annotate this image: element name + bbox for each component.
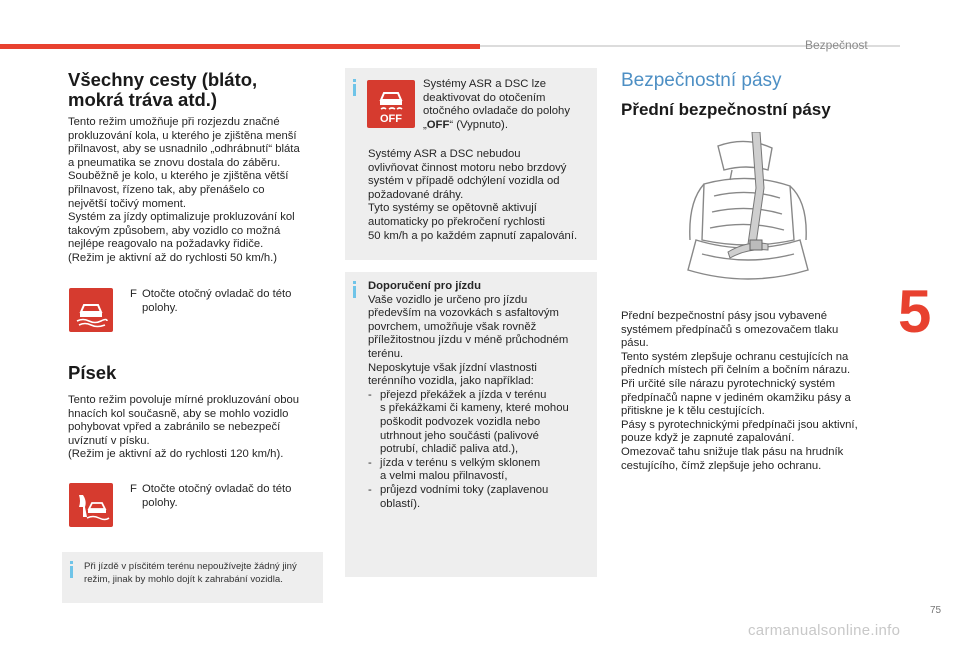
- text-line: utrhnout jeho součásti (palivové: [380, 429, 539, 442]
- text-line: přejezd překážek a jízda v terénu: [380, 388, 547, 401]
- text-line: Systémy ASR a DSC nebudou: [368, 148, 521, 160]
- text-line: Souběžně je kolo, u kterého je zjištěna větší: [68, 170, 289, 183]
- list-item-text: [380, 457, 594, 484]
- list-dash: -: [368, 483, 372, 496]
- text-line: terénního vozidla, jako například:: [368, 375, 534, 388]
- instruction-text: [142, 288, 320, 315]
- asr-dsc-box: [345, 68, 597, 260]
- info-icon: [70, 566, 73, 578]
- esp-off-icon: [367, 80, 415, 128]
- text-line: předpínačů napne v jediném okamžiku pásy a: [621, 391, 851, 404]
- page-number: 75: [930, 605, 942, 616]
- text-line: cestujícího, čímž zlepšuje jeho ochranu.: [621, 459, 822, 472]
- asr-dsc-description: [368, 148, 596, 243]
- sand-note-box: [62, 552, 323, 603]
- off-keyword: OFF: [426, 118, 450, 131]
- seat-belt-illustration: [668, 132, 828, 292]
- list-item: [368, 389, 594, 457]
- instruction-row: [130, 288, 320, 315]
- text-line: poškodit podvozek vozidla nebo: [380, 415, 541, 428]
- text-line: (Režim je aktivní až do rychlosti 120 km/h).: [68, 448, 284, 461]
- text-line: pouze když je zapnuté zapalování.: [621, 432, 795, 445]
- all-terrain-description: [68, 116, 328, 266]
- text-line: Otočte otočný ovladač do této: [142, 288, 292, 300]
- all-terrain-title-line1: Všechny cesty (bláto,: [68, 69, 258, 90]
- text-line: přilnavost, aby se usnadnilo „odhrábnutí“ bláta: [68, 143, 300, 156]
- quote-open: „: [423, 118, 427, 131]
- text-line: nejlépe reagovalo na požadavky řidiče.: [68, 238, 264, 251]
- text-line: Tento systém zlepšuje ochranu cestujících na: [621, 350, 849, 363]
- text-line: takovým způsobem, aby vozidlo co možná: [68, 224, 281, 237]
- text-line: terénu.: [368, 347, 404, 360]
- all-terrain-title: [68, 70, 257, 110]
- text-line: 50 km/h a po každém zapnutí zapalování.: [368, 229, 578, 242]
- list-item: [368, 457, 594, 484]
- text-line: s překážkami či kameny, které mohou: [380, 402, 569, 415]
- text-line: požadované dráhy.: [368, 188, 464, 201]
- list-item: [368, 484, 594, 511]
- text-line: hnacích kol současně, aby se mohlo vozidlo: [68, 407, 289, 420]
- text-line: povrchem, umožňuje však rovněž: [368, 320, 537, 333]
- driving-recommendation-text: [368, 280, 594, 511]
- instruction-row: [130, 483, 320, 510]
- off-label: OFF: [380, 113, 402, 125]
- text-line: prokluzování kola, u kterého je zjištěna menší: [68, 129, 297, 142]
- text-line: a pneumatika se znovu dostala do záběru.: [68, 156, 281, 169]
- text-line: [423, 119, 593, 133]
- text-line: Pásy s pyrotechnickými předpínači jsou aktivní,: [621, 418, 858, 431]
- text-line: Systém za jízdy optimalizuje prokluzování kol: [68, 211, 295, 224]
- list-item-text: [380, 389, 594, 457]
- text-line: předních místech při čelním a bočním nárazu.: [621, 364, 851, 377]
- text-line: jízda v terénu s velkým sklonem: [380, 456, 541, 469]
- driving-recommendation-box: [345, 272, 597, 577]
- text-line: příležitostnou jízdu v méně průchodném: [368, 334, 569, 347]
- sand-title: Písek: [68, 362, 117, 383]
- list-dash: -: [368, 388, 372, 401]
- watermark: carmanualsonline.info: [748, 622, 901, 639]
- text-line: ovlivňovat činnost motoru nebo brzdový: [368, 161, 567, 174]
- all-terrain-instruction: [130, 288, 320, 315]
- text-line: Otočte otočný ovladač do této: [142, 483, 292, 495]
- sand-note-text: [84, 560, 297, 586]
- text-line: oblastí).: [380, 497, 421, 510]
- text-tail: “ (Vypnuto).: [449, 118, 508, 131]
- bullet-marker: F: [130, 288, 137, 300]
- recommendation-title: Doporučení pro jízdu: [368, 280, 481, 292]
- text-line: systém v případě odchýlení vozidla od: [368, 175, 560, 188]
- text-line: Přední bezpečnostní pásy jsou vybavené: [621, 310, 827, 322]
- text-line: průjezd vodními toky (zaplavenou: [380, 483, 549, 496]
- list-item-text: [380, 484, 594, 511]
- front-seat-belts-description: [621, 310, 889, 473]
- info-icon: [353, 84, 356, 96]
- sand-description: [68, 394, 328, 462]
- info-icon: [353, 286, 356, 298]
- text-line: režim, jinak by mohlo dojít k zahrabání vozidla.: [84, 574, 283, 585]
- top-accent-bar: [0, 44, 480, 49]
- text-line: deaktivovat do otočením: [423, 91, 546, 104]
- section-label: Bezpečnost: [805, 38, 868, 52]
- text-line: pohybovat vpřed a zabránilo se nebezpečí: [68, 421, 281, 434]
- text-line: Tyto systémy se opětovně aktivují: [368, 202, 537, 215]
- text-line: Vaše vozidlo je určeno pro jízdu: [368, 293, 528, 306]
- text-line: Omezovač tahu snižuje tlak pásu na hrudník: [621, 445, 844, 458]
- text-line: Při určité síle nárazu pyrotechnický systém: [621, 377, 836, 390]
- text-line: (Režim je aktivní až do rychlosti 50 km/h.): [68, 251, 278, 264]
- text-line: uvíznutí v písku.: [68, 434, 150, 447]
- chapter-number: 5: [898, 278, 932, 345]
- chapter-tab: [890, 278, 960, 354]
- text-line: potrubí, chladič paliva atd.),: [380, 443, 519, 456]
- bullet-marker: F: [130, 483, 137, 495]
- text-line: přitiskne je k tělu cestujících.: [621, 405, 765, 418]
- asr-deactivate-text: [423, 78, 593, 132]
- instruction-text: [142, 483, 320, 510]
- text-line: a velmi malou přilnavostí,: [380, 470, 508, 483]
- text-line: pásu.: [621, 337, 649, 350]
- text-line: automaticky po překročení rychlosti: [368, 215, 546, 228]
- text-line: polohy.: [142, 496, 178, 509]
- all-terrain-title-line2: mokrá tráva atd.): [68, 89, 218, 110]
- text-line: Neposkytuje však jízdní vlastnosti: [368, 361, 537, 374]
- list-dash: -: [368, 456, 372, 469]
- text-line: Tento režim povoluje mírné prokluzování obou: [68, 394, 300, 406]
- seat-belts-title: Bezpečnostní pásy: [621, 70, 782, 91]
- text-line: Systémy ASR a DSC lze: [423, 78, 547, 90]
- front-seat-belts-subtitle: Přední bezpečnostní pásy: [621, 100, 831, 119]
- text-line: Tento režim umožňuje při rozjezdu značné: [68, 116, 280, 128]
- text-line: systémem předpínačů s omezovačem tlaku: [621, 323, 839, 336]
- text-line: otočného ovladače do polohy: [423, 105, 570, 118]
- sand-mode-icon: [69, 483, 113, 527]
- all-terrain-mode-icon: [69, 288, 113, 332]
- sand-instruction: [130, 483, 320, 510]
- text-line: přilnavost, řízeno tak, aby přenášelo co: [68, 183, 265, 196]
- text-line: polohy.: [142, 301, 178, 314]
- text-line: především na vozovkách s asfaltovým: [368, 307, 559, 320]
- text-line: Při jízdě v písčitém terénu nepoužívejte žádný jiný: [84, 561, 297, 572]
- text-line: největší točivý moment.: [68, 197, 187, 210]
